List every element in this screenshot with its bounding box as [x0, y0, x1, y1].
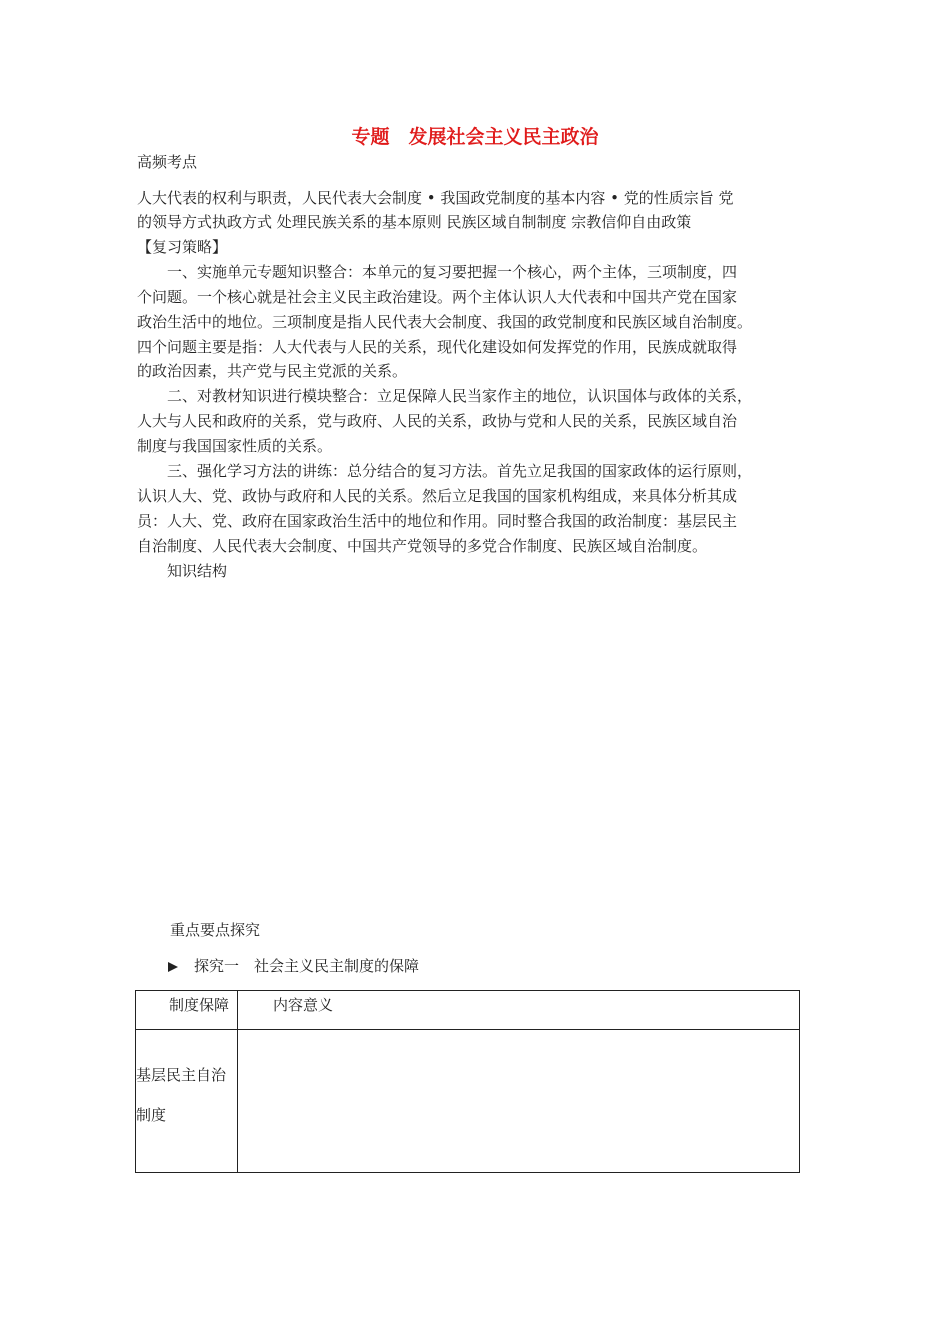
key-points-heading: 重点要点探究 [170, 921, 261, 939]
strategy-heading: 【复习策略】 [137, 238, 228, 256]
page-title: 专题 发展社会主义民主政治 [351, 126, 599, 148]
strategy-line: 员：人大、党、政府在国家政治生活中的地位和作用。同时整合我国的政治制度：基层民主 [137, 512, 738, 530]
table-row-label-continued: 制度 [136, 1106, 167, 1124]
table-row-label: 基层民主自治 [136, 1066, 227, 1084]
strategy-line: 制度与我国国家性质的关系。 [137, 437, 333, 455]
table-header-system: 制度保障 [169, 996, 230, 1014]
strategy-line: 自治制度、人民代表大会制度、中国共产党领导的多党合作制度、民族区域自治制度。 [137, 537, 708, 555]
strategy-line: 个问题。一个核心就是社会主义民主政治建设。两个主体认识人大代表和中国共产党在国家 [137, 288, 738, 306]
section-heading-kaodian: 高频考点 [137, 153, 198, 171]
strategy-line: 一、实施单元专题知识整合：本单元的复习要把握一个核心，两个主体，三项制度，四 [167, 263, 738, 281]
kaodian-line: 人大代表的权利与职责，人民代表大会制度 • 我国政党制度的基本内容 • 党的性质宗旨 党 [137, 189, 734, 207]
strategy-line: 认识人大、党、政协与政府和人民的关系。然后立足我国的国家机构组成，来具体分析其成 [137, 487, 738, 505]
knowledge-structure-heading: 知识结构 [167, 562, 228, 580]
strategy-line: 的政治因素，共产党与民主党派的关系。 [137, 362, 408, 380]
pointer-arrow-icon [168, 962, 178, 972]
strategy-line: 三、强化学习方法的讲练：总分结合的复习方法。首先立足我国的国家政体的运行原则， [167, 462, 753, 480]
strategy-line: 二、对教材知识进行模块整合：立足保障人民当家作主的地位，认识国体与政体的关系， [167, 387, 753, 405]
explore-title: 探究一 社会主义民主制度的保障 [194, 957, 420, 975]
explore-heading [168, 954, 419, 978]
content-table [135, 990, 800, 1173]
strategy-line: 政治生活中的地位。三项制度是指人民代表大会制度、我国的政党制度和民族区域自治制度。 [137, 313, 753, 331]
kaodian-line: 的领导方式执政方式 处理民族关系的基本原则 民族区域自制制度 宗教信仰自由政策 [137, 213, 692, 231]
strategy-line: 人大与人民和政府的关系，党与政府、人民的关系，政协与党和人民的关系，民族区域自治 [137, 412, 738, 430]
strategy-line: 四个问题主要是指：人大代表与人民的关系，现代化建设如何发挥党的作用，民族成就取得 [137, 338, 738, 356]
table-header-meaning: 内容意义 [273, 996, 334, 1014]
table-content-cell[interactable] [238, 1030, 799, 1172]
